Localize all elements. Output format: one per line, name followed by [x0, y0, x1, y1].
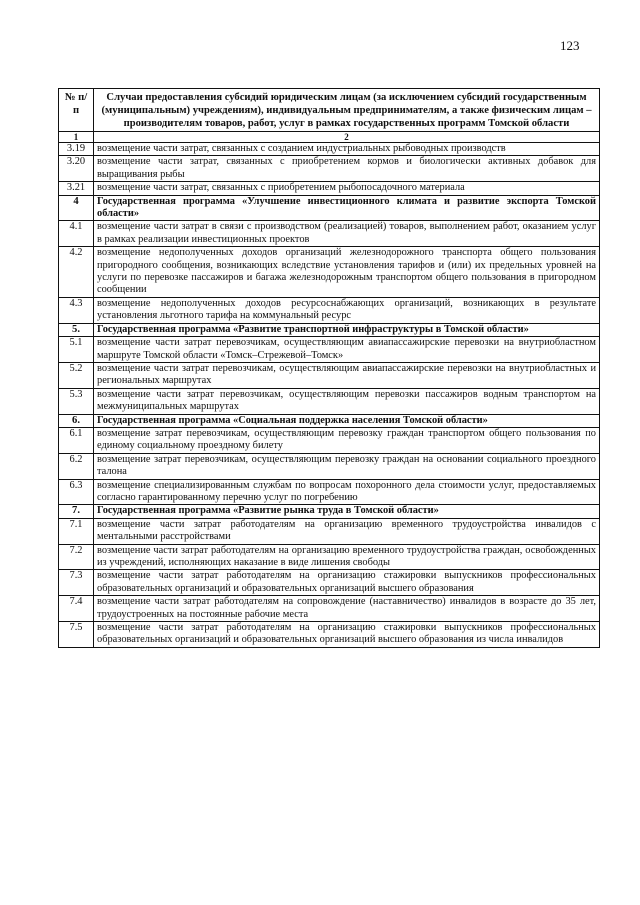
- table-row: [59, 143, 600, 156]
- program-row: [59, 323, 600, 336]
- row-number-cell: 5.2: [59, 362, 94, 388]
- table-row: [59, 297, 600, 323]
- row-number-cell: 4.2: [59, 247, 94, 298]
- row-description-cell: возмещение части затрат, связанных с приобретением кормов и биологически активных добавок для выращивания рыбы: [94, 156, 600, 182]
- row-description-cell: возмещение части затрат в связи с производством (реализацией) товаров, выполнением работ, оказанием услуг в рамках реализации инвестиционных проектов: [94, 221, 600, 247]
- row-number-cell: 5.: [59, 323, 94, 336]
- table-row: [59, 388, 600, 414]
- table-row: [59, 427, 600, 453]
- row-number-cell: 5.3: [59, 388, 94, 414]
- row-number-cell: 3.21: [59, 182, 94, 195]
- table-row: [59, 221, 600, 247]
- row-number-cell: 4.1: [59, 221, 94, 247]
- row-number-cell: 7.1: [59, 518, 94, 544]
- row-description-cell: Государственная программа «Социальная поддержка населения Томской области»: [94, 414, 600, 427]
- row-number-cell: 7.4: [59, 596, 94, 622]
- row-number-cell: 4: [59, 195, 94, 221]
- row-number-cell: 3.20: [59, 156, 94, 182]
- table-row: [59, 622, 600, 648]
- row-description-cell: возмещение части затрат перевозчикам, осуществляющим перевозки пассажиров водным транспортом на межмуниципальных маршрутах: [94, 388, 600, 414]
- row-number-cell: 7.2: [59, 544, 94, 570]
- row-description-cell: Государственная программа «Улучшение инвестиционного климата и развитие экспорта Томской области»: [94, 195, 600, 221]
- table-row: [59, 453, 600, 479]
- row-description-cell: Государственная программа «Развитие транспортной инфраструктуры в Томской области»: [94, 323, 600, 336]
- program-row: [59, 195, 600, 221]
- column-numbers-row: [59, 132, 600, 143]
- table-row: [59, 182, 600, 195]
- page-number: 123: [560, 38, 580, 53]
- header-num-cell: № п/п: [59, 89, 94, 132]
- table-row: [59, 362, 600, 388]
- row-description-cell: возмещение части затрат работодателям на организацию стажировки выпускников профессиональных образовательных организаций и образовательных организаций высшего образования из числа инвалидов: [94, 622, 600, 648]
- table-row: [59, 156, 600, 182]
- table-row: [59, 596, 600, 622]
- row-number-cell: 3.19: [59, 143, 94, 156]
- table-row: [59, 479, 600, 505]
- table-row: [59, 247, 600, 298]
- table-row: [59, 570, 600, 596]
- row-description-cell: возмещение части затрат работодателям на организацию временного трудоустройства инвалидов с ментальными расстройствами: [94, 518, 600, 544]
- row-description-cell: возмещение части затрат работодателям на сопровождение (наставничество) инвалидов в возрасте до 35 лет, трудоустроенных на постоянные рабочие места: [94, 596, 600, 622]
- table-row: [59, 337, 600, 363]
- row-number-cell: 6.1: [59, 427, 94, 453]
- row-description-cell: Государственная программа «Развитие рынка труда в Томской области»: [94, 505, 600, 518]
- column-number-1: 1: [59, 132, 94, 143]
- table-row: [59, 544, 600, 570]
- row-number-cell: 6.: [59, 414, 94, 427]
- column-number-2: 2: [94, 132, 600, 143]
- row-description-cell: возмещение затрат перевозчикам, осуществляющим перевозку граждан на основании социального проездного талона: [94, 453, 600, 479]
- row-description-cell: возмещение части затрат перевозчикам, осуществляющим авиапассажирские перевозки на внутриобластном маршруте Томской области «Томск–Стрежевой–Томск»: [94, 337, 600, 363]
- row-number-cell: 7.: [59, 505, 94, 518]
- row-number-cell: 4.3: [59, 297, 94, 323]
- row-description-cell: возмещение части затрат, связанных с приобретением рыбопосадочного материала: [94, 182, 600, 195]
- row-description-cell: возмещение части затрат перевозчикам, осуществляющим авиапассажирские перевозки на внутриобластных и региональных маршрутах: [94, 362, 600, 388]
- row-number-cell: 7.3: [59, 570, 94, 596]
- row-description-cell: возмещение недополученных доходов организаций железнодорожного транспорта общего пользования пригородного сообщения, возникающих вследствие установления тарифов и (или) их предельных уровней на услуги по перевозке пассажиров и багажа железнодорожным транспортом общего пользования в пригородном сообщении: [94, 247, 600, 298]
- row-description-cell: возмещение специализированным службам по вопросам похоронного дела стоимости услуг, предоставляемых согласно гарантированному перечню услуг по погребению: [94, 479, 600, 505]
- row-number-cell: 7.5: [59, 622, 94, 648]
- table-row: [59, 518, 600, 544]
- row-number-cell: 6.3: [59, 479, 94, 505]
- row-description-cell: возмещение затрат перевозчикам, осуществляющим перевозку граждан транспортом общего пользования по единому социальному проездному билету: [94, 427, 600, 453]
- row-number-cell: 6.2: [59, 453, 94, 479]
- subsidy-table: [58, 88, 600, 648]
- row-description-cell: возмещение части затрат работодателям на организацию временного трудоустройства граждан, освобожденных из учреждений, исполняющих наказание в виде лишения свободы: [94, 544, 600, 570]
- header-desc-cell: Случаи предоставления субсидий юридическим лицам (за исключением субсидий государственным (муниципальным) учреждениям), индивидуальным предпринимателям, а также физическим лицам – производителям товаров, работ, услуг в рамках государственных программ Томской области: [94, 89, 600, 132]
- program-row: [59, 505, 600, 518]
- table-header-row: [59, 89, 600, 132]
- row-description-cell: возмещение части затрат, связанных с созданием индустриальных рыбоводных производств: [94, 143, 600, 156]
- row-description-cell: возмещение части затрат работодателям на организацию стажировки выпускников профессиональных образовательных организаций и образовательных организаций высшего образования: [94, 570, 600, 596]
- row-number-cell: 5.1: [59, 337, 94, 363]
- row-description-cell: возмещение недополученных доходов ресурсоснабжающих организаций, возникающих в результате установления льготного тарифа на коммунальный ресурс: [94, 297, 600, 323]
- program-row: [59, 414, 600, 427]
